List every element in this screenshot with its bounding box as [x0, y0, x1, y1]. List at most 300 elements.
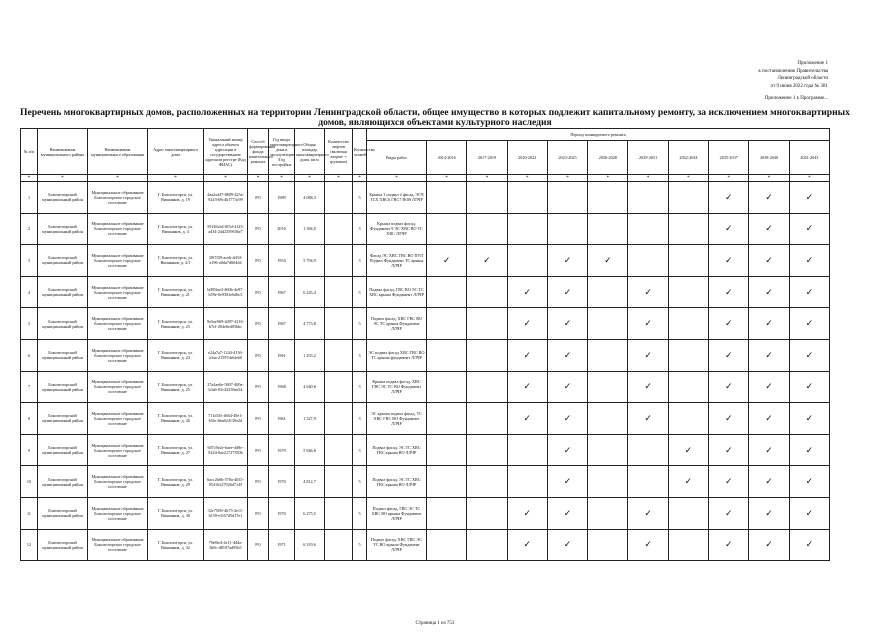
approval-header — [658, 60, 828, 103]
cell-period — [749, 213, 789, 245]
cell-method: РО — [248, 339, 269, 371]
cell-mo: Муниципальное образование Бокситогорское городское поселение — [88, 434, 148, 466]
checkmark-icon: ✓ — [523, 539, 532, 550]
cell-area: 1 384,0 — [295, 213, 325, 245]
checkmark-icon: ✓ — [563, 381, 572, 392]
houses-table — [20, 128, 830, 561]
cell-period — [668, 529, 708, 561]
cell-period — [547, 339, 587, 371]
cell-period — [467, 497, 507, 529]
star-cell: * — [148, 175, 204, 182]
cell-raion: Бокситогорский муниципальный район — [38, 371, 88, 403]
checkmark-icon: ✓ — [805, 412, 814, 423]
checkmark-icon: ✓ — [644, 318, 652, 329]
cell-period — [507, 529, 547, 561]
cell-mo: Муниципальное образование Бокситогорское городское поселение — [88, 497, 148, 529]
cell-floors: 3 — [353, 245, 367, 277]
cell-period — [507, 182, 547, 214]
cell-floors: 5 — [353, 276, 367, 308]
cell-year: 1979 — [269, 434, 295, 466]
cell-area: 5 946,8 — [295, 434, 325, 466]
cell-floors: 5 — [353, 466, 367, 498]
cell-period — [749, 371, 789, 403]
checkmark-icon: ✓ — [563, 539, 572, 550]
cell-mo: Муниципальное образование Бокситогорское городское поселение — [88, 308, 148, 340]
cell-year: 2016 — [269, 213, 295, 245]
cell-lifts — [325, 466, 353, 498]
cell-period — [789, 339, 829, 371]
star-cell: * — [367, 175, 427, 182]
star-cell: * — [789, 175, 829, 182]
cell-period — [427, 466, 467, 498]
cell-period — [789, 245, 829, 277]
cell-lifts — [325, 276, 353, 308]
cell-area: 4 640,6 — [295, 371, 325, 403]
checkmark-icon: ✓ — [563, 444, 572, 455]
cell-area: 6 319,6 — [295, 529, 325, 561]
cell-lifts — [325, 529, 353, 561]
cell-period — [709, 276, 749, 308]
header-row-1 — [21, 129, 830, 141]
cell-period — [789, 213, 829, 245]
document-title: Перечень многоквартирных домов, расположенных на территории Ленинградской области, общее имущество в которых подлежит капитальному ремонту, за исключением многоквартирных домов, являющихся объектами культурного наследия — [20, 107, 850, 128]
cell-period — [749, 466, 789, 498]
cell-period — [588, 308, 628, 340]
cell-works: Подвал фасад, ЭС ТС ХВС ГВС крыша ВО ЛЛЧР — [367, 434, 427, 466]
cell-period — [709, 371, 749, 403]
cell-fias: b085fae3-460b-4e97-b59e-0e9381e6d6c5 — [204, 276, 248, 308]
table-row — [21, 245, 830, 277]
cell-period — [507, 466, 547, 498]
checkmark-icon: ✓ — [563, 254, 572, 265]
cell-period — [427, 403, 467, 435]
cell-period — [628, 497, 668, 529]
table-row — [21, 403, 830, 435]
table-row — [21, 339, 830, 371]
checkmark-icon: ✓ — [765, 191, 773, 202]
cell-fias: 32e75f9f-4b75-4e11-b159-e5f57d5d17e1 — [204, 497, 248, 529]
cell-fias: 39f7f59-aceb-4d34-a196-a0da7d604d4 — [204, 245, 248, 277]
cell-period — [709, 434, 749, 466]
cell-period — [628, 529, 668, 561]
cell-period — [709, 182, 749, 214]
cell-period — [668, 276, 708, 308]
cell-raion: Бокситогорский муниципальный район — [38, 245, 88, 277]
cell-period — [507, 308, 547, 340]
table-row — [21, 434, 830, 466]
cell-fias: 711d3f5-4664-49e1-b5fe-bba624139e2d — [204, 403, 248, 435]
cell-period — [467, 245, 507, 277]
cell-raion: Бокситогорский муниципальный район — [38, 182, 88, 214]
cell-period — [668, 182, 708, 214]
cell-num: 3 — [21, 245, 38, 277]
cell-period — [427, 245, 467, 277]
col-header-period: 2029-2031 — [628, 141, 668, 175]
cell-period — [628, 403, 668, 435]
col-header-period: 2035-2037 — [709, 141, 749, 175]
checkmark-icon: ✓ — [563, 476, 572, 487]
star-cell: * — [295, 175, 325, 182]
checkmark-icon: ✓ — [644, 412, 652, 423]
checkmark-icon: ✓ — [765, 286, 773, 297]
checkmark-icon: ✓ — [563, 318, 572, 329]
col-header-address: Адрес многоквартирного дома — [148, 129, 204, 175]
cell-fias: 9e5ae969-4d97-4216-b7ef-204e6ed05bbc — [204, 308, 248, 340]
cell-period — [749, 182, 789, 214]
cell-area: 1 253,2 — [295, 339, 325, 371]
cell-period — [749, 434, 789, 466]
table-row — [21, 276, 830, 308]
cell-period — [547, 529, 587, 561]
cell-address: Г. Бокситогорск, ул. Вишняков, д. 2/1 — [148, 245, 204, 277]
table-row — [21, 213, 830, 245]
cell-works: Фасад ЭС ХВС ГВС ВО ПУЛ Подвал Фундамент ТС крыша ЛЛЧР — [367, 245, 427, 277]
cell-method: РО — [248, 466, 269, 498]
cell-year: 1970 — [269, 497, 295, 529]
cell-year: 1971 — [269, 529, 295, 561]
col-header-period: 2038-2040 — [749, 141, 789, 175]
cell-method: РО — [248, 213, 269, 245]
cell-period — [668, 245, 708, 277]
table-row — [21, 466, 830, 498]
cell-period — [628, 276, 668, 308]
cell-period — [668, 466, 708, 498]
star-cell: * — [248, 175, 269, 182]
star-cell: * — [204, 175, 248, 182]
cell-period — [789, 497, 829, 529]
cell-works: Подвал фасад, ХВС ГВС ВО ЭС ТС крыша Фундамент ЛЛЧР — [367, 308, 427, 340]
checkmark-icon: ✓ — [805, 318, 814, 329]
checkmark-icon: ✓ — [805, 223, 814, 234]
checkmark-icon: ✓ — [765, 444, 773, 455]
star-cell: * — [21, 175, 38, 182]
cell-area: 4 773,8 — [295, 308, 325, 340]
cell-period — [467, 308, 507, 340]
col-header-period: 2032-2034 — [668, 141, 708, 175]
cell-period — [547, 308, 587, 340]
cell-period — [789, 434, 829, 466]
cell-address: Г. Бокситогорск, ул. Вишняков, д. 32 — [148, 529, 204, 561]
cell-period — [749, 339, 789, 371]
cell-period — [588, 245, 628, 277]
col-header-period: 2023-2025 — [547, 141, 587, 175]
checkmark-icon: ✓ — [483, 254, 491, 265]
checkmark-icon: ✓ — [765, 412, 773, 423]
star-cell: * — [668, 175, 708, 182]
cell-raion: Бокситогорский муниципальный район — [38, 434, 88, 466]
cell-period — [709, 529, 749, 561]
approval-line: от 9 июня 2022 года № 381 — [770, 83, 828, 89]
checkmark-icon: ✓ — [523, 318, 532, 329]
col-header-floors: Количество этажей — [353, 129, 367, 175]
cell-period — [547, 466, 587, 498]
checkmark-icon: ✓ — [442, 254, 451, 265]
cell-period — [467, 339, 507, 371]
table-row — [21, 182, 830, 214]
cell-mo: Муниципальное образование Бокситогорское городское поселение — [88, 371, 148, 403]
cell-year: 1961 — [269, 403, 295, 435]
cell-floors: 5 — [353, 371, 367, 403]
cell-period — [749, 308, 789, 340]
cell-lifts — [325, 308, 353, 340]
cell-lifts — [325, 339, 353, 371]
program-reference: Приложение 1 к Программе... — [764, 96, 828, 102]
cell-method: РО — [248, 245, 269, 277]
cell-num: 12 — [21, 529, 38, 561]
cell-period — [789, 308, 829, 340]
cell-year: 1968 — [269, 371, 295, 403]
cell-year: 1954 — [269, 245, 295, 277]
cell-works: ЭС крыша подвал фасад, ТС ХВС ГВС ВО Фундамент ЛЛЧР — [367, 403, 427, 435]
checkmark-icon: ✓ — [523, 349, 532, 360]
cell-period — [467, 371, 507, 403]
cell-fias: 607c9e2e-baee-4d9e-9224-0ae21727350b — [204, 434, 248, 466]
cell-address: Г. Бокситогорск, ул. Вишняков, д. 29 — [148, 466, 204, 498]
checkmark-icon: ✓ — [765, 381, 773, 392]
cell-num: 10 — [21, 466, 38, 498]
cell-period — [789, 276, 829, 308]
star-cell: * — [547, 175, 587, 182]
cell-period — [789, 466, 829, 498]
checkmark-icon: ✓ — [563, 507, 572, 518]
checkmark-icon: ✓ — [523, 286, 532, 297]
cell-year: 1961 — [269, 339, 295, 371]
cell-lifts — [325, 434, 353, 466]
cell-period — [668, 497, 708, 529]
checkmark-icon: ✓ — [644, 286, 652, 297]
checkmark-icon: ✓ — [644, 349, 652, 360]
checkmark-icon: ✓ — [644, 381, 652, 392]
checkmark-icon: ✓ — [644, 507, 652, 518]
cell-mo: Муниципальное образование Бокситогорское городское поселение — [88, 529, 148, 561]
col-header-fias: Уникальный номер адреса объекта адресации в государственном адресном реестре (Код ФИАС) — [204, 129, 248, 175]
cell-works: Подвал фасад, ГВС ЭС ТС ХВС ВО крыша Фундамент ЛЛЧР — [367, 497, 427, 529]
checkmark-icon: ✓ — [805, 476, 814, 487]
cell-lifts — [325, 213, 353, 245]
cell-period — [547, 276, 587, 308]
cell-lifts — [325, 245, 353, 277]
cell-num: 9 — [21, 434, 38, 466]
cell-raion: Бокситогорский муниципальный район — [38, 466, 88, 498]
cell-works: Подвал фасад, ГВС ВО ЭС ТС ХВС крыша Фундамент ЛЛЧР — [367, 276, 427, 308]
cell-raion: Бокситогорский муниципальный район — [38, 308, 88, 340]
cell-period — [789, 182, 829, 214]
cell-area: 6 275,5 — [295, 497, 325, 529]
cell-period — [588, 403, 628, 435]
cell-fias: 6acc2b0b-578a-4635-95416227926d7145 — [204, 466, 248, 498]
star-cell: * — [749, 175, 789, 182]
cell-floors: 5 — [353, 529, 367, 561]
cell-period — [588, 182, 628, 214]
cell-mo: Муниципальное образование Бокситогорское городское поселение — [88, 276, 148, 308]
col-header-mo: Наименование муниципального образования — [88, 129, 148, 175]
cell-period — [668, 308, 708, 340]
cell-fias: 4aa2a447-8809-425a-9243-69c4b1773c99 — [204, 182, 248, 214]
cell-period — [749, 529, 789, 561]
cell-year: 1989 — [269, 182, 295, 214]
cell-period — [547, 213, 587, 245]
checkmark-icon: ✓ — [724, 254, 733, 265]
col-header-num: № п/п — [21, 129, 38, 175]
checkmark-icon: ✓ — [523, 507, 532, 518]
checkmark-icon: ✓ — [563, 286, 572, 297]
cell-raion: Бокситогорский муниципальный район — [38, 276, 88, 308]
table-row — [21, 371, 830, 403]
cell-raion: Бокситогорский муниципальный район — [38, 497, 88, 529]
cell-period — [628, 182, 668, 214]
star-cell: * — [427, 175, 467, 182]
cell-address: Г. Бокситогорск, ул. Вишняков, д. 27 — [148, 434, 204, 466]
page-footer: Страница 1 из 753 — [415, 621, 455, 626]
col-header-lifts: Количество лифтов (включая вторые + грузовые) — [325, 129, 353, 175]
cell-period — [547, 497, 587, 529]
cell-period — [547, 245, 587, 277]
cell-period — [709, 339, 749, 371]
col-header-period: 2020-2022 — [507, 141, 547, 175]
cell-mo: Муниципальное образование Бокситогорское городское поселение — [88, 182, 148, 214]
cell-lifts — [325, 182, 353, 214]
cell-mo: Муниципальное образование Бокситогорское городское поселение — [88, 213, 148, 245]
cell-period — [427, 276, 467, 308]
cell-raion: Бокситогорский муниципальный район — [38, 403, 88, 435]
cell-raion: Бокситогорский муниципальный район — [38, 339, 88, 371]
cell-year: 1967 — [269, 308, 295, 340]
cell-period — [668, 339, 708, 371]
cell-period — [467, 529, 507, 561]
cell-period — [668, 371, 708, 403]
cell-floors: 3 — [353, 403, 367, 435]
cell-period — [507, 276, 547, 308]
star-cell: * — [353, 175, 367, 182]
cell-year: 1970 — [269, 466, 295, 498]
cell-method: РО — [248, 182, 269, 214]
table-row — [21, 497, 830, 529]
cell-period — [427, 371, 467, 403]
cell-fias: 27a4ae6e-5807-400e-b3a6-03c42256ea54 — [204, 371, 248, 403]
cell-period — [427, 497, 467, 529]
checkmark-icon: ✓ — [604, 254, 612, 265]
cell-period — [467, 434, 507, 466]
table-row — [21, 529, 830, 561]
checkmark-icon: ✓ — [805, 254, 814, 265]
checkmark-icon: ✓ — [523, 381, 532, 392]
cell-raion: Бокситогорский муниципальный район — [38, 213, 88, 245]
cell-address: Г. Бокситогорск, ул. Вишняков, д. 21 — [148, 276, 204, 308]
cell-floors: 3 — [353, 213, 367, 245]
approval-line: Приложение 1 — [797, 61, 828, 66]
cell-period — [749, 497, 789, 529]
cell-floors: 5 — [353, 497, 367, 529]
checkmark-icon: ✓ — [724, 349, 733, 360]
cell-period — [507, 371, 547, 403]
checkmark-icon: ✓ — [805, 539, 814, 550]
cell-period — [547, 371, 587, 403]
checkmark-icon: ✓ — [765, 349, 773, 360]
cell-area: 5 794,9 — [295, 245, 325, 277]
cell-period — [467, 182, 507, 214]
cell-area: 6 245,4 — [295, 276, 325, 308]
cell-lifts — [325, 403, 353, 435]
checkmark-icon: ✓ — [724, 539, 733, 550]
cell-period — [709, 245, 749, 277]
cell-floors: 5 — [353, 308, 367, 340]
cell-period — [427, 434, 467, 466]
cell-works: Подвал фасад, ХВС ГВС ЭС ТС ВО крыша Фундамент ЛЛЧР — [367, 529, 427, 561]
cell-period — [467, 213, 507, 245]
checkmark-icon: ✓ — [765, 539, 773, 550]
checkmark-icon: ✓ — [805, 444, 814, 455]
cell-period — [547, 182, 587, 214]
cell-mo: Муниципальное образование Бокситогорское городское поселение — [88, 403, 148, 435]
cell-period — [789, 403, 829, 435]
cell-address: Г. Бокситогорск, ул. Вишняков, д. 4 — [148, 213, 204, 245]
star-cell: * — [709, 175, 749, 182]
checkmark-icon: ✓ — [805, 349, 814, 360]
cell-period — [709, 497, 749, 529]
cell-period — [507, 497, 547, 529]
checkmark-icon: ✓ — [805, 381, 814, 392]
cell-address: Г. Бокситогорск, ул. Вишняков, д. 30 — [148, 497, 204, 529]
cell-period — [427, 182, 467, 214]
cell-period — [588, 434, 628, 466]
col-header-works: Виды работ — [367, 141, 427, 175]
cell-period — [467, 276, 507, 308]
cell-period — [668, 213, 708, 245]
cell-works: ЭС подвал фасад ХВС ГВС ВО ТС крыша фундамент ЛЛЧР — [367, 339, 427, 371]
col-header-period: 2017-2019 — [467, 141, 507, 175]
checkmark-icon: ✓ — [765, 318, 773, 329]
cell-num: 11 — [21, 497, 38, 529]
cell-period — [507, 403, 547, 435]
cell-fias: 591462e4-0f5d-4123-a434-24d2359636e7 — [204, 213, 248, 245]
star-cell: * — [507, 175, 547, 182]
cell-area: 4 088,3 — [295, 182, 325, 214]
cell-raion: Бокситогорский муниципальный район — [38, 529, 88, 561]
cell-method: РО — [248, 308, 269, 340]
checkmark-icon: ✓ — [684, 476, 693, 487]
col-header-period: 2041-2043 — [789, 141, 829, 175]
cell-period — [709, 213, 749, 245]
cell-works: Подвал фасад, ЭС ТС ХВС ГВС крыша ВО ЛЛЧР — [367, 466, 427, 498]
star-cell: * — [628, 175, 668, 182]
checkmark-icon: ✓ — [724, 476, 733, 487]
cell-period — [467, 403, 507, 435]
checkmark-icon: ✓ — [684, 444, 693, 455]
cell-period — [427, 339, 467, 371]
cell-period — [588, 213, 628, 245]
cell-period — [507, 213, 547, 245]
star-row — [21, 175, 830, 182]
checkmark-icon: ✓ — [724, 223, 733, 234]
cell-fias: e24a7a7-1244-4136-a3aa-21597debfeb0 — [204, 339, 248, 371]
col-header-period: 2026-2028 — [588, 141, 628, 175]
cell-period — [749, 403, 789, 435]
cell-period — [749, 245, 789, 277]
col-header-year: Год ввода многоквартирного дома в эксплуатацию /Год постройки — [269, 129, 295, 175]
checkmark-icon: ✓ — [724, 318, 733, 329]
checkmark-icon: ✓ — [724, 412, 733, 423]
cell-period — [628, 308, 668, 340]
cell-period — [709, 403, 749, 435]
cell-period — [547, 403, 587, 435]
cell-period — [427, 308, 467, 340]
approval-line: Ленинградской области — [777, 76, 828, 82]
cell-num: 2 — [21, 213, 38, 245]
cell-works: Крыша 1 подвал 2 фасад, ЭСЧ ТСХ ХВС6 ГВС7 ВОВ ЛЛЧР — [367, 182, 427, 214]
cell-num: 1 — [21, 182, 38, 214]
cell-period — [628, 371, 668, 403]
cell-period — [427, 213, 467, 245]
